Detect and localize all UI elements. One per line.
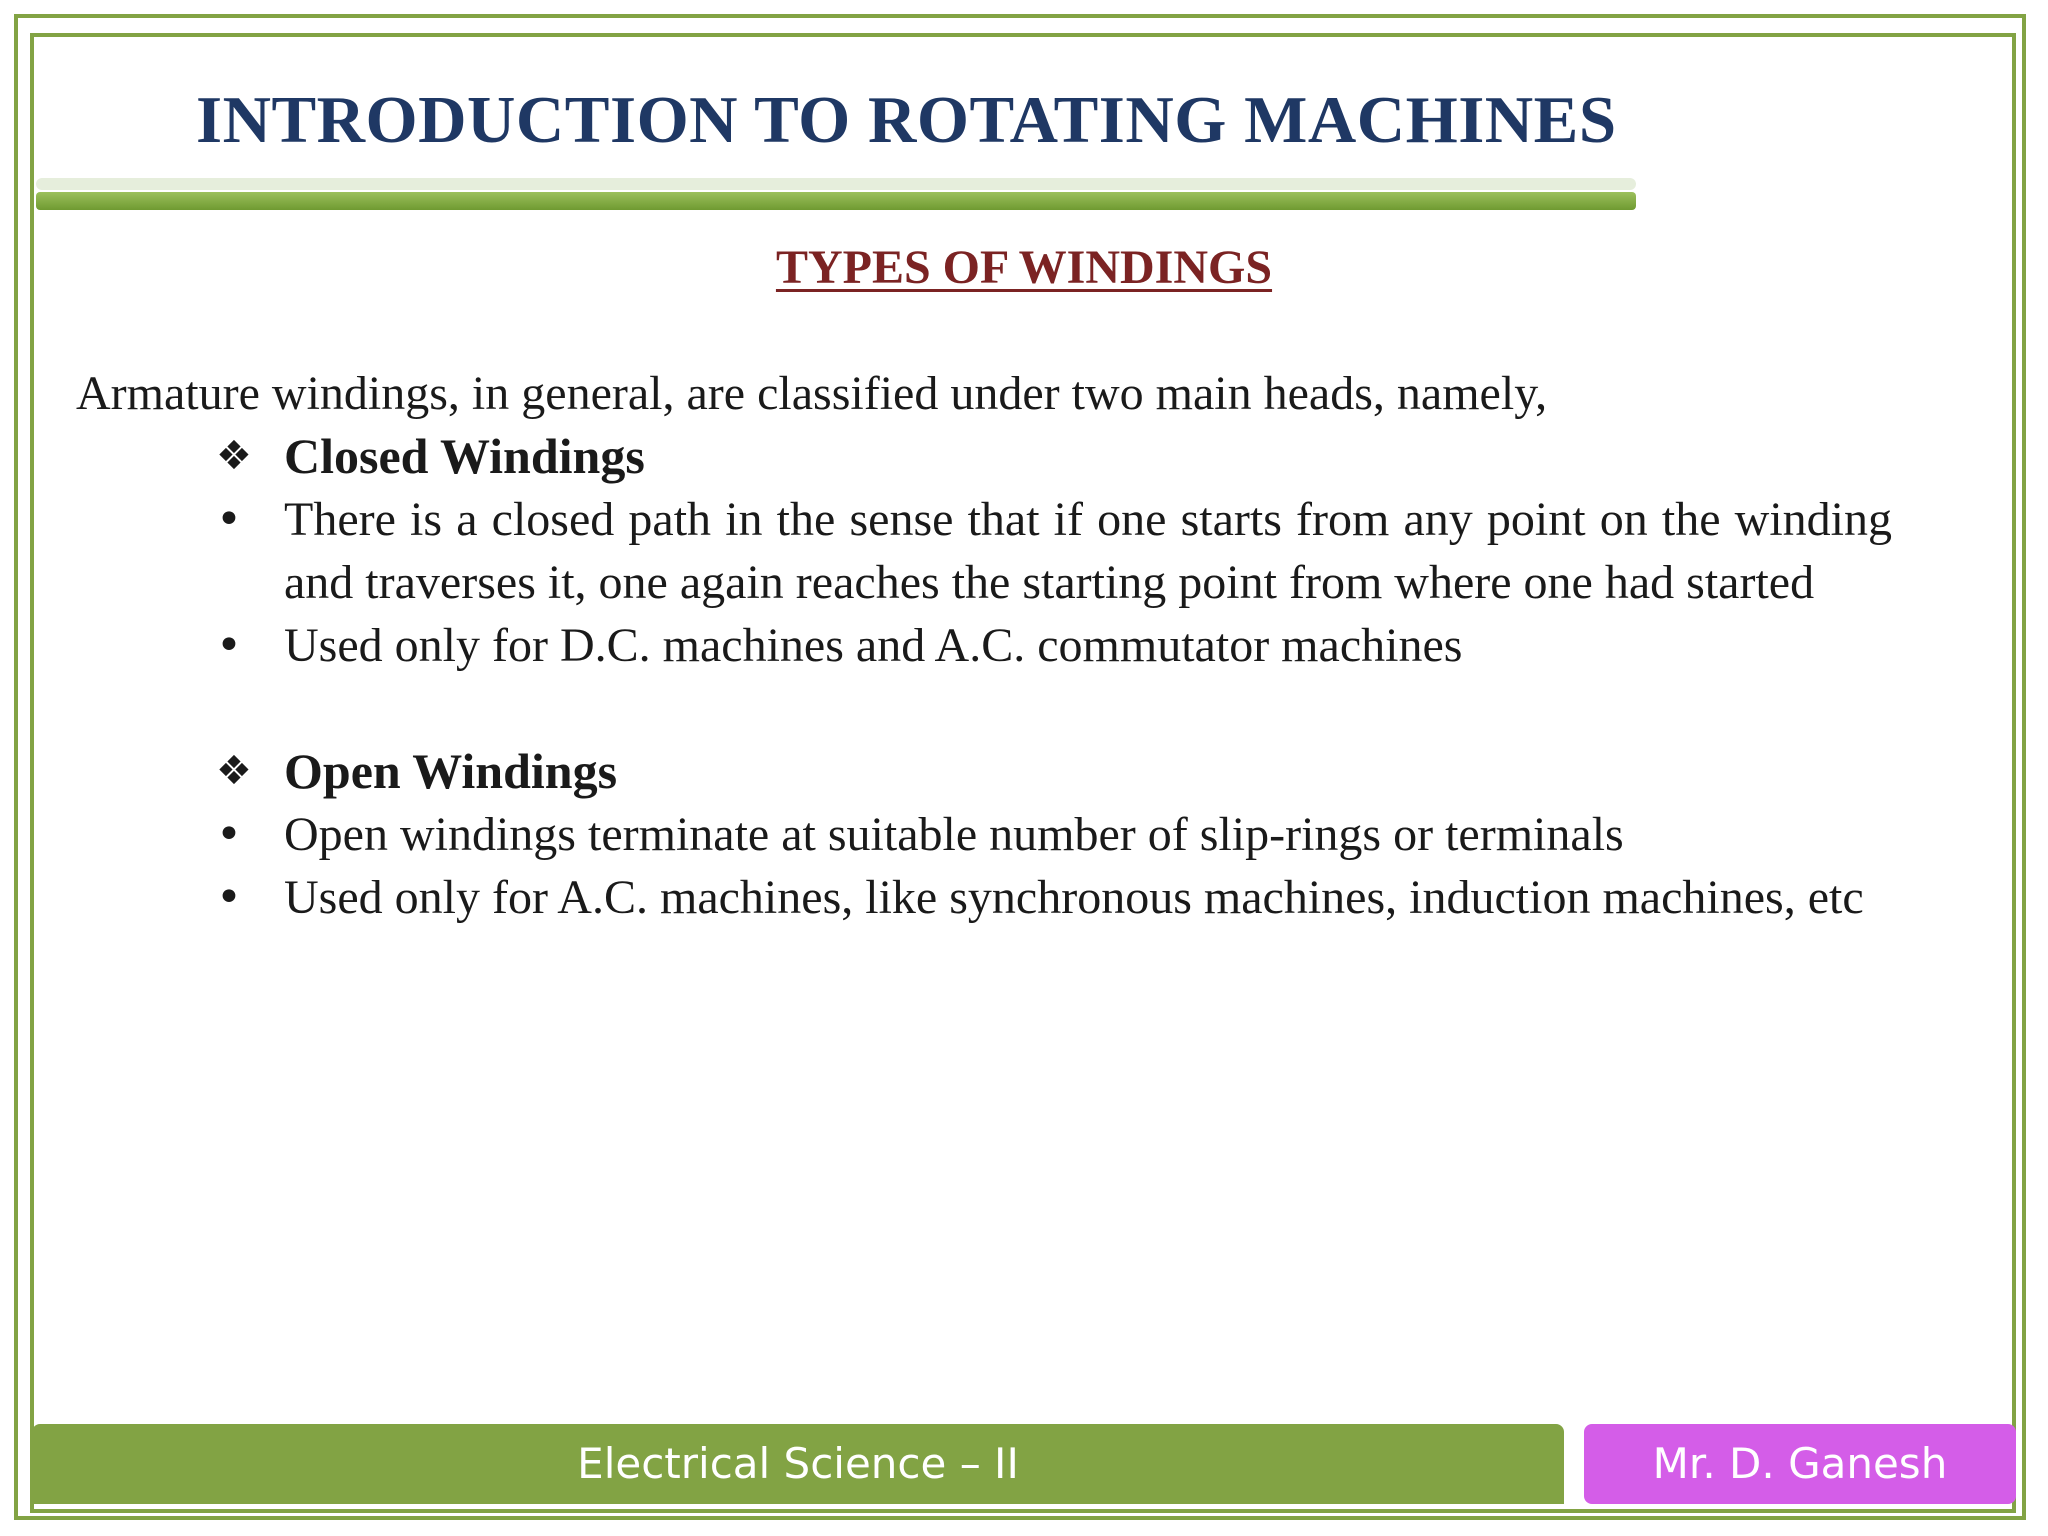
closed-windings-heading-text: Closed Windings <box>284 428 645 484</box>
footer-course-label: Electrical Science – II <box>577 1439 1019 1488</box>
open-windings-heading <box>76 740 1896 803</box>
list-item <box>76 803 1896 866</box>
closed-windings-heading <box>76 425 1896 488</box>
open-windings-heading-text: Open Windings <box>284 743 618 799</box>
list-item-text: Open windings terminate at suitable number of slip-rings or terminals <box>284 808 1624 861</box>
list-item <box>76 614 1896 677</box>
bullet-icon: • <box>216 872 242 923</box>
slide-title: INTRODUCTION TO ROTATING MACHINES <box>196 83 1617 157</box>
bullet-icon: • <box>216 620 242 671</box>
group-spacer <box>76 677 1896 740</box>
title-underline-bar <box>36 192 1636 210</box>
section-heading-text: TYPES OF WINDINGS <box>775 241 1273 294</box>
list-item-text: There is a closed path in the sense that if one starts from any point on the winding and traverses it, one again reaches the starting point from where one had started <box>284 493 1892 609</box>
title-underline-shadow <box>36 178 1636 190</box>
bullet-icon: • <box>216 809 242 860</box>
list-item-text: Used only for D.C. machines and A.C. commutator machines <box>284 619 1463 672</box>
intro-text: Armature windings, in general, are classified under two main heads, namely, <box>76 367 1548 420</box>
footer-author-label: Mr. D. Ganesh <box>1652 1439 1948 1488</box>
footer-author-badge <box>1584 1424 2016 1504</box>
list-item <box>76 488 1892 614</box>
bullet-icon: • <box>216 494 242 545</box>
list-item-text: Used only for A.C. machines, like synchronous machines, induction machines, etc <box>284 871 1864 924</box>
list-item <box>76 866 1892 929</box>
diamond-bullet-icon: ❖ <box>216 433 252 479</box>
footer-course-bar <box>32 1424 1564 1504</box>
diamond-bullet-icon: ❖ <box>216 748 252 794</box>
section-heading <box>0 240 2048 295</box>
slide-content <box>76 362 1896 929</box>
